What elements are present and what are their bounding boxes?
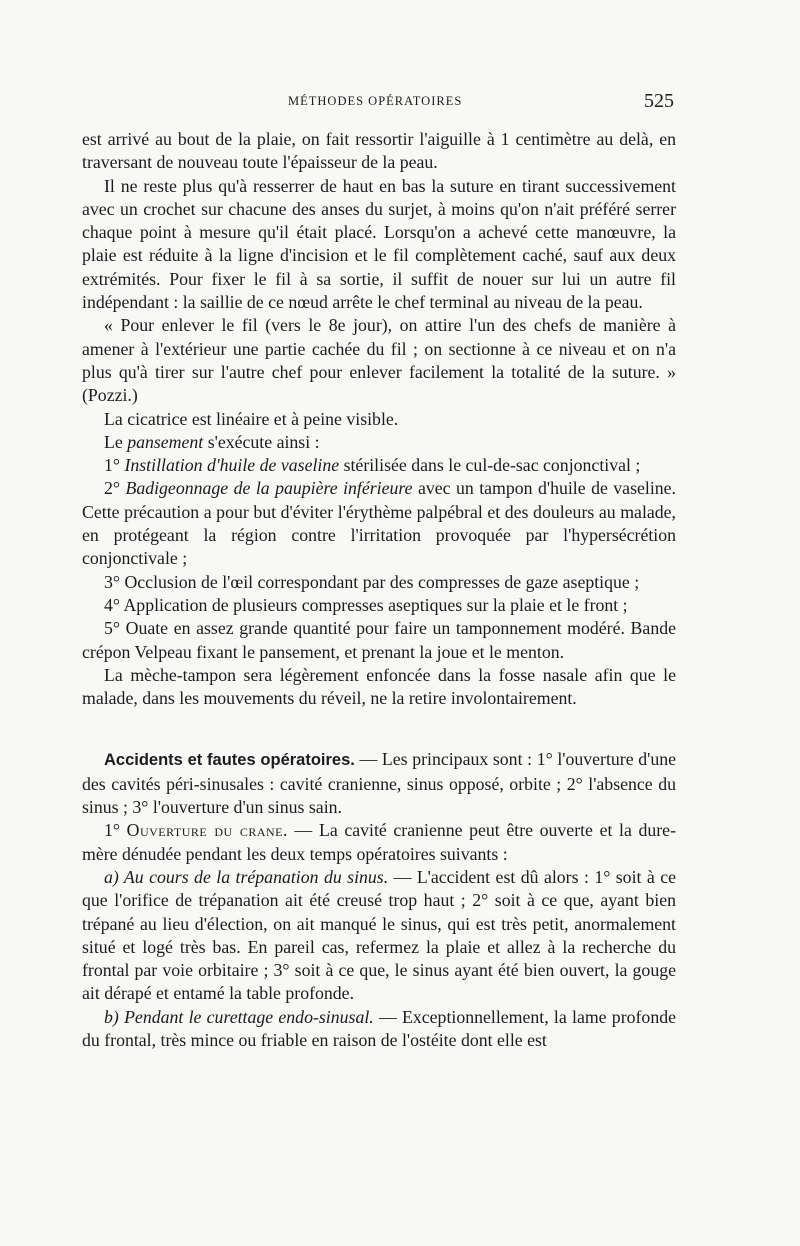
paragraph-5 bbox=[82, 431, 676, 454]
paragraph-12 bbox=[82, 748, 676, 819]
text-run: stérilisée dans le cul-de-sac conjonctival ; bbox=[339, 455, 641, 476]
subsection-title: Ouverture du crane. bbox=[126, 820, 288, 841]
list-number: 1° bbox=[104, 820, 127, 841]
text-run: — Exceptionnellement, la lame profonde du frontal, très mince ou friable en raison de l'ostéite dont elle est bbox=[82, 1006, 676, 1050]
page-header bbox=[0, 90, 800, 114]
paragraph-3: « Pour enlever le fil (vers le 8e jour), on attire l'un des chefs de manière à amener à l'extérieur une partie cachée du fil ; on sectionne à ce niveau et on n'a plus qu'à tirer sur l'autre chef pour enlever facilement la totalité de la suture. » (Pozzi.) bbox=[82, 315, 676, 406]
italic-term: Badigeonnage de la paupière inférieure bbox=[125, 478, 413, 499]
italic-term: pansement bbox=[127, 431, 204, 452]
paragraph-7 bbox=[82, 477, 676, 570]
section-heading: Accidents et fautes opératoires. bbox=[104, 751, 355, 770]
paragraph-11: La mèche-tampon sera légèrement enfoncée dans la fosse nasale afin que le malade, dans les mouvements du réveil, ne la retire involontairement. bbox=[82, 664, 676, 709]
paragraph-15 bbox=[82, 1006, 676, 1053]
running-head: MÉTHODES OPÉRATOIRES bbox=[288, 94, 463, 108]
text-run: avec un tampon d'huile de vaseline. Cette précaution a pour but d'éviter l'érythème palpébral et des douleurs au malade, en protégeant la région contre l'irritation provoquée par l'hypersécrétion conjonctivale ; bbox=[82, 478, 676, 569]
text-run: — L'accident est dû alors : 1° soit à ce que l'orifice de trépanation ait été creusé trop haut ; 2° soit à ce que, ayant bien trépané au lieu d'élection, on ait manqué le sinus, qui est très petit, anormalement situé et logé très bas. En pareil cas, refermez la plaie et allez à la recherche du frontal par voie orbitaire ; 3° soit à ce que, le sinus ayant été bien ouvert, la gouge ait dérapé et entamé la table profonde. bbox=[82, 866, 676, 1004]
paragraph-4: La cicatrice est linéaire et à peine visible. bbox=[104, 408, 399, 429]
paragraph-10: 5° Ouate en assez grande quantité pour faire un tamponnement modéré. Bande crépon Velpeau fixant le pansement, et prenant la joue et le menton. bbox=[82, 618, 676, 662]
text-run: s'exécute ainsi : bbox=[203, 431, 320, 452]
paragraph-8: 3° Occlusion de l'œil correspondant par des compresses de gaze aseptique ; bbox=[104, 571, 640, 592]
italic-term: a) Au cours de la trépanation du sinus. bbox=[104, 866, 389, 887]
paragraph-2: Il ne reste plus qu'à resserrer de haut en bas la suture en tirant successivement avec un crochet sur chacune des anses du surjet, à moins qu'on n'ait préféré serrer chaque point à mesure qu'il était placé. Lorsqu'on a achevé cette manœuvre, la plaie est réduite à la ligne d'incision et le fil complètement caché, sauf aux deux extrémités. Pour fixer le fil à sa sortie, il suffit de nouer sur lui un autre fil indépendant : la saillie de ce nœud arrête le chef terminal au niveau de la peau. bbox=[82, 175, 676, 313]
paragraph-1: est arrivé au bout de la plaie, on fait ressortir l'aiguille à 1 centimètre au delà, en traversant de nouveau toute l'épaisseur de la peau. bbox=[82, 129, 676, 173]
paragraph-14 bbox=[82, 866, 676, 1006]
text-run: Le bbox=[104, 431, 128, 452]
page-number: 525 bbox=[644, 90, 674, 112]
paragraph-9: 4° Application de plusieurs compresses aseptiques sur la plaie et le front ; bbox=[104, 594, 628, 615]
paragraph-6 bbox=[82, 454, 676, 477]
list-number: 1° bbox=[104, 455, 125, 476]
text-run: — Les principaux sont : 1° l'ouverture d'une des cavités péri-sinusales : cavité cranienne, sinus opposé, orbite ; 2° l'absence du sinus ; 3° l'ouverture d'un sinus sain. bbox=[82, 749, 676, 818]
italic-term: b) Pendant le curettage endo-sinusal. bbox=[104, 1006, 374, 1027]
italic-term: Instillation d'huile de vaseline bbox=[124, 455, 340, 476]
text-run: — La cavité cranienne peut être ouverte et la dure-mère dénudée pendant les deux temps opératoires suivants : bbox=[82, 820, 676, 864]
list-number: 2° bbox=[104, 478, 126, 499]
paragraph-13 bbox=[82, 819, 676, 866]
body-text bbox=[82, 128, 676, 1052]
